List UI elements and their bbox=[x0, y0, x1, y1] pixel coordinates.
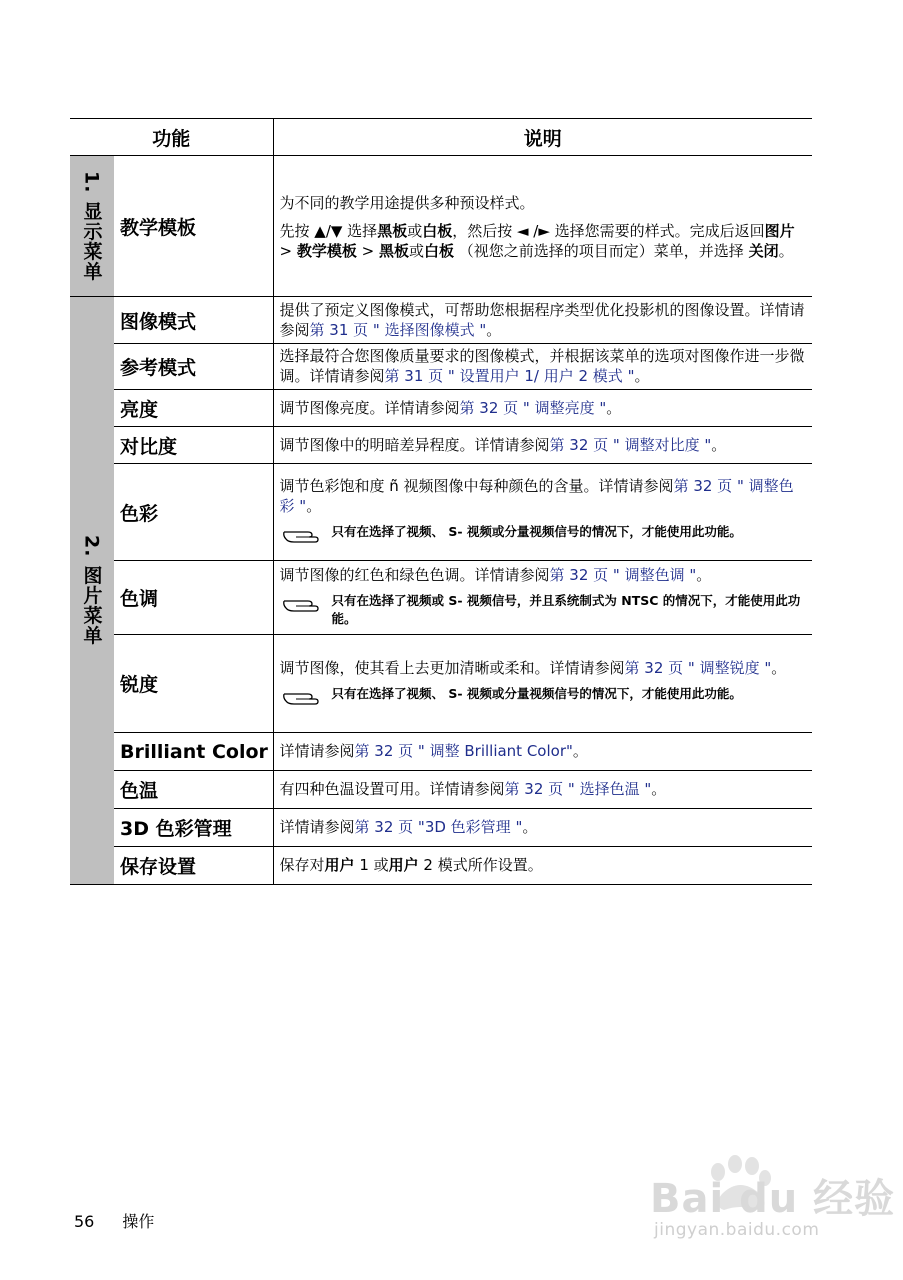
link-picture-mode[interactable]: 第 31 页 " 选择图像模式 " bbox=[309, 320, 487, 339]
note bbox=[280, 685, 809, 707]
page-footer bbox=[74, 1209, 154, 1232]
pointing-hand-icon bbox=[282, 594, 322, 614]
desc-save-settings: 保存对用户 1 或用户 2 模式所作设置。 bbox=[279, 856, 543, 874]
note-text: 只有在选择了视频、 S- 视频或分量视频信号的情况下，才能使用此功能。 bbox=[331, 524, 742, 539]
desc-sharpness: 调节图像，使其看上去更加清晰或柔和。详情请参阅第 32 页 " 调整锐度 "。 只有在选择了视频、 S- 视频或分量视频信号的情况下，才能使用此功能。 bbox=[273, 635, 812, 733]
link-brightness[interactable]: 第 32 页 " 调整亮度 " bbox=[459, 398, 607, 417]
link-color[interactable]: 第 32 页 " 调整色彩 " bbox=[279, 477, 794, 515]
func-reference-mode: 参考模式 bbox=[114, 344, 273, 390]
desc-brilliant-color: 详情请参阅第 32 页 " 调整 Brilliant Color"。 bbox=[279, 742, 588, 760]
func-tint: 色调 bbox=[114, 561, 273, 635]
note-text: 只有在选择了视频、 S- 视频或分量视频信号的情况下，才能使用此功能。 bbox=[331, 685, 742, 701]
desc-contrast: 调节图像中的明暗差异程度。详情请参阅第 32 页 " 调整对比度 "。 bbox=[279, 435, 727, 454]
desc-color-temperature: 有四种色温设置可用。详情请参阅第 32 页 " 选择色温 "。 bbox=[279, 780, 667, 798]
func-3d-color-management: 3D 色彩管理 bbox=[114, 809, 273, 847]
func-contrast: 对比度 bbox=[114, 427, 273, 464]
desc-3d-color-management: 详情请参阅第 32 页 "3D 色彩管理 "。 bbox=[279, 818, 538, 836]
watermark-url: jingyan.baidu.com bbox=[654, 1220, 820, 1240]
desc-tint: 调节图像的红色和绿色色调。详情请参阅第 32 页 " 调整色调 "。 只有在选择了视频或 S- 视频信号，并且系统制式为 NTSC 的情况下，才能使用此功能。 bbox=[273, 561, 812, 635]
function-table bbox=[70, 118, 812, 885]
func-teaching-template: 教学模板 bbox=[114, 156, 273, 297]
header-function: 功能 bbox=[70, 119, 273, 156]
header-description: 说明 bbox=[273, 119, 812, 156]
section-picture-menu bbox=[70, 297, 114, 885]
desc-brightness: 调节图像亮度。详情请参阅第 32 页 " 调整亮度 "。 bbox=[279, 398, 622, 417]
func-brilliant-color: Brilliant Color bbox=[114, 733, 273, 771]
func-color-temperature: 色温 bbox=[114, 771, 273, 809]
func-brightness: 亮度 bbox=[114, 390, 273, 427]
desc-reference-mode: 选择最符合您图像质量要求的图像模式，并根据该菜单的选项对图像作进一步微调。详情请参阅第 31 页 " 设置用户 1/ 用户 2 模式 "。 bbox=[279, 347, 805, 385]
note bbox=[280, 523, 809, 545]
func-color: 色彩 bbox=[114, 464, 273, 561]
page-number: 56 bbox=[74, 1212, 95, 1231]
link-reference-mode[interactable]: 第 31 页 " 设置用户 1/ 用户 2 模式 " bbox=[384, 367, 635, 385]
func-save-settings: 保存设置 bbox=[114, 847, 273, 885]
func-picture-mode: 图像模式 bbox=[114, 297, 273, 344]
desc-text: 为不同的教学用途提供多种预设样式。 bbox=[279, 194, 535, 212]
link-sharpness[interactable]: 第 32 页 " 调整锐度 " bbox=[624, 658, 772, 677]
func-sharpness: 锐度 bbox=[114, 635, 273, 733]
desc-picture-mode: 提供了预定义图像模式，可帮助您根据程序类型优化投影机的图像设置。详情请参阅第 31 页 " 选择图像模式 "。 bbox=[279, 300, 805, 339]
watermark-brand: Bai du 经验 bbox=[650, 1176, 896, 1222]
link-tint[interactable]: 第 32 页 " 调整色调 " bbox=[549, 565, 697, 584]
desc-color: 调节色彩饱和度 ñ 视频图像中每种颜色的含量。详情请参阅第 32 页 " 调整色彩 "。 只有在选择了视频、 S- 视频或分量视频信号的情况下，才能使用此功能。 bbox=[273, 464, 812, 561]
desc-text: 先按 ▲/▼ 选择黑板或白板，然后按 ◄ /► 选择您需要的样式。完成后返回图片 > 教学模板 > 黑板或白板 （视您之前选择的项目而定）菜单，并选择 关闭。 bbox=[279, 222, 795, 260]
link-contrast[interactable]: 第 32 页 " 调整对比度 " bbox=[549, 435, 712, 454]
pointing-hand-icon bbox=[282, 525, 322, 545]
section-display-menu bbox=[70, 156, 114, 297]
note-text: 只有在选择了视频或 S- 视频信号，并且系统制式为 NTSC 的情况下，才能使用此功能。 bbox=[331, 592, 801, 626]
link-color-temperature[interactable]: 第 32 页 " 选择色温 " bbox=[504, 780, 652, 798]
footer-section: 操作 bbox=[122, 1212, 155, 1231]
section-label: 2. 图片菜单 bbox=[80, 535, 103, 646]
note bbox=[280, 592, 809, 628]
link-3d-color-management[interactable]: 第 32 页 "3D 色彩管理 " bbox=[354, 818, 523, 836]
section-label: 1. 显示菜单 bbox=[80, 170, 103, 282]
link-brilliant-color[interactable]: 第 32 页 " 调整 Brilliant Color" bbox=[354, 742, 573, 760]
desc-teaching-template bbox=[273, 156, 812, 297]
pointing-hand-icon bbox=[282, 687, 322, 707]
